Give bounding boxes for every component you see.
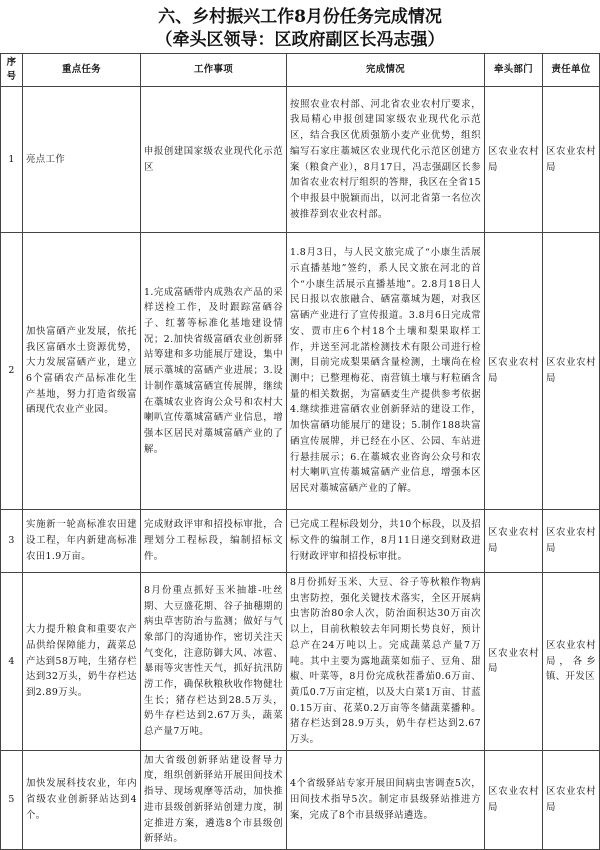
cell-no: 4 bbox=[1, 573, 23, 751]
cell-task: 实施新一轮高标准农田建设工程，年内新建高标准农田1.9万亩。 bbox=[23, 510, 141, 573]
header-items: 工作事项 bbox=[141, 54, 287, 87]
table-header-row bbox=[1, 54, 600, 87]
header-task: 重点任务 bbox=[23, 54, 141, 87]
cell-items: 加大省级创新驿站建设督导力度，组织创新驿站开展田间技术指导、现场观摩等活动，加快推进市县级创新驿站创建力度，制定推进方案，遴选8个市县级创新驿站。 bbox=[141, 750, 287, 849]
task-table bbox=[0, 53, 600, 850]
cell-task: 加快发展科技农业，年内省级农业创新驿站达到4个。 bbox=[23, 750, 141, 849]
header-status: 完成情况 bbox=[287, 54, 485, 87]
cell-status: 8月份抓好玉米、大豆、谷子等秋粮作物病虫害防控，强化关键技术落实，全区开展病虫害防治80余人次，防治面积达30万亩次以上，目前秋粮较去年同期长势良好，预计总产在24万吨以上。完成蔬菜总产量7万吨。其中主要为露地蔬菜如茄子、豆角、甜椒、叶菜等，8月份完成秋茬番茄0.6万亩、黄瓜0.7万亩定植，以及大白菜1万亩、甘蓝0.15万亩、花菜0.2万亩等冬储蔬菜播种。猪存栏达到28.9万头，奶牛存栏达到2.67万头。 bbox=[287, 573, 485, 751]
cell-items: 申报创建国家级农业现代化示范区 bbox=[141, 87, 287, 233]
cell-task: 大力提升粮食和重要农产品供给保障能力，蔬菜总产达到58万吨，生猪存栏达到32万头，奶牛存栏达到2.89万头。 bbox=[23, 573, 141, 751]
cell-resp: 区农业农村局 bbox=[543, 510, 600, 573]
cell-status: 1.8月3日，与人民文旅完成了“小康生活展示直播基地”签约，系人民文旅在河北的首个“小康生活展示直播基地”。2.8月18日人民日报以农旅融合、硒富藁城为题，对我区富硒产业进行了宣传报道。3.8月6日完成常安、贾市庄6个村18个土壤和梨果取样工作，并送至河北諾检测技术有限公司进行检测，目前完成梨果硒含量检测，土壤尚在检测中；已整理梅花、南营镇土壤与籽粒硒含量的相关数据，为富硒麦生产提供参考依据4.继续推进富硒农业创新驿站的建设工作，加快富硒功能展厅的建设；5.制作188块富硒宣传展牌，并已经在小区、公园、车站进行悬挂展示；6.在藁城农业咨询公众号和农村大喇叭宣传藁城富硒产业信息，增强本区居民对藁城富硒产业的了解。 bbox=[287, 233, 485, 510]
page-title: 六、乡村振兴工作8月份任务完成情况 bbox=[158, 7, 442, 27]
table-row bbox=[1, 87, 600, 233]
table-row bbox=[1, 573, 600, 751]
cell-lead: 区农业农村局 bbox=[485, 573, 543, 751]
cell-resp: 区农业农村局 bbox=[543, 750, 600, 849]
table-row bbox=[1, 233, 600, 510]
cell-resp: 区农业农村局 bbox=[543, 233, 600, 510]
header-no: 序号 bbox=[1, 54, 23, 87]
cell-resp: 区农业农村局 bbox=[543, 87, 600, 233]
table-row bbox=[1, 750, 600, 849]
cell-status: 按照农业农村部、河北省农业农村厅要求，我局精心申报创建国家级农业现代化示范区，结合我区优质强筋小麦产业优势，组织编写石家庄藁城区农业现代化示范区创建方案（粮食产业），8月17日，冯志强副区长参加省农业农村厅组织的答辩，我区在全省15个申报县中脱颖而出，以河北省第一名位次被推荐到农业农村部。 bbox=[287, 87, 485, 233]
cell-lead: 区农业农村局 bbox=[485, 233, 543, 510]
cell-lead: 区农业农村局 bbox=[485, 750, 543, 849]
cell-no: 5 bbox=[1, 750, 23, 849]
cell-no: 2 bbox=[1, 233, 23, 510]
header-resp: 责任单位 bbox=[543, 54, 600, 87]
cell-lead: 区农业农村局 bbox=[485, 510, 543, 573]
table-row bbox=[1, 510, 600, 573]
header-lead: 牵头部门 bbox=[485, 54, 543, 87]
cell-task: 加快富硒产业发展，依托我区富硒水土资源优势，大力发展富硒产业，建立6个富硒农产品标准化生产基地，努力打造省级富硒现代农业产业园。 bbox=[23, 233, 141, 510]
cell-status: 已完成工程标段划分，共10个标段，以及招标文件的编制工作，8月11日递交到财政进行财政评审和招投标审批。 bbox=[287, 510, 485, 573]
cell-resp: 区农业农村局，各乡镇、开发区 bbox=[543, 573, 600, 751]
cell-items: 完成财政评审和招投标审批，合理划分工程标段，编制招标文件。 bbox=[141, 510, 287, 573]
cell-items: 1.完成富硒带内成熟农产品的采样送检工作，及时跟踪富硒谷子、红薯等标准化基地建设情况；2.加快省级富硒农业创新驿站筹建和多功能展厅建设，集中展示藁城的富硒产业进展；3.设计制作藁城富硒宣传展牌，继续在藁城农业咨询公众号和农村大喇叭宣传藁城富硒产业信息，增强本区居民对藁城富硒产业的了解。 bbox=[141, 233, 287, 510]
cell-no: 1 bbox=[1, 87, 23, 233]
cell-no: 3 bbox=[1, 510, 23, 573]
cell-task: 亮点工作 bbox=[23, 87, 141, 233]
cell-lead: 区农业农村局 bbox=[485, 87, 543, 233]
cell-status: 4个省级驿站专家开展田间病虫害调查5次，田间技术指导5次。制定市县级驿站推进方案，完成了8个市县级驿站遴选。 bbox=[287, 750, 485, 849]
page-subtitle: （牵头区领导：区政府副区长冯志强） bbox=[155, 30, 445, 50]
cell-items: 8月份重点抓好玉米抽雄-吐丝期、大豆盛花期、谷子抽穗期的病虫草害防治与监测；做好与气象部门的沟通协作，密切关注天气变化，注意防御大风、冰雹、暴雨等灾害性天气，抓好抗汛防涝工作，确保秋粮秋收作物健壮生长；猪存栏达到28.5万头，奶牛存栏达到2.67万头，蔬菜总产量7万吨。 bbox=[141, 573, 287, 751]
